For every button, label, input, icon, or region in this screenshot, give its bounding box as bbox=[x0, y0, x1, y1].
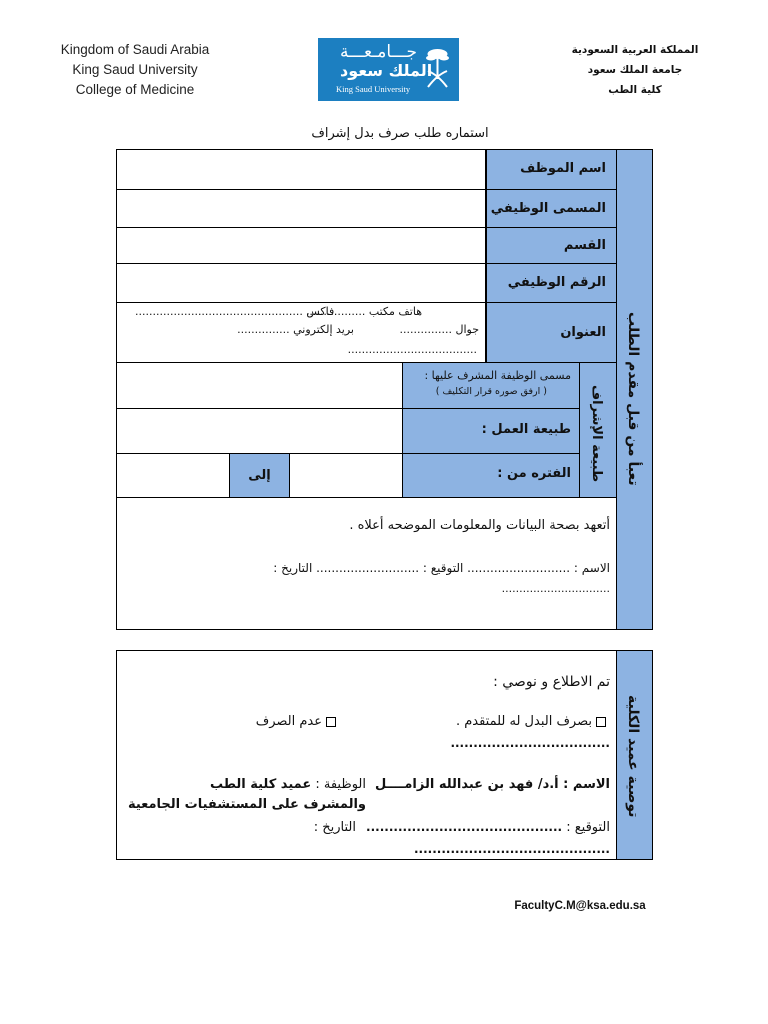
recommendation-dots: ................................... bbox=[450, 736, 610, 750]
period-from-label: الفتره من : bbox=[497, 466, 571, 481]
dean-position-line bbox=[210, 777, 366, 792]
period-to-label: إلى bbox=[229, 453, 290, 498]
approve-checkbox[interactable] bbox=[596, 717, 606, 727]
date-dots: ........................................... bbox=[413, 842, 610, 856]
position-title-input[interactable] bbox=[116, 362, 403, 409]
palm-swords-emblem-icon bbox=[425, 45, 450, 91]
position-title-label: مسمى الوظيفة المشرف عليها : bbox=[424, 369, 571, 382]
email-field: بريد إلكتروني ............... bbox=[237, 323, 354, 336]
logo-ar-line-1: جـــامـعـــة bbox=[340, 42, 417, 62]
dean-name-line bbox=[375, 777, 610, 792]
option-reject[interactable] bbox=[256, 714, 340, 729]
supervision-side-label: طبيعة الإشراف bbox=[589, 385, 604, 483]
address-input-area[interactable] bbox=[116, 302, 486, 363]
position-title-note: ( ارفق صوره قرار التكليف ) bbox=[435, 386, 547, 397]
header-en-line-3: College of Medicine bbox=[75, 82, 195, 97]
pledge-dots-line: ............................... bbox=[501, 582, 610, 595]
header-en-line-1: Kingdom of Saudi Arabia bbox=[60, 42, 210, 57]
mobile-field: جوال ............... bbox=[399, 323, 479, 336]
position-title-label-cell bbox=[402, 362, 580, 409]
faculty-email[interactable]: FacultyC.M@ksa.edu.sa bbox=[514, 900, 646, 912]
address-extra-line: ..................................... bbox=[347, 343, 477, 356]
address-label: العنوان bbox=[486, 302, 617, 363]
dean-position-value-1: عميد كلية الطب bbox=[209, 777, 312, 792]
signature-line bbox=[366, 820, 610, 835]
job-title-input[interactable] bbox=[116, 189, 486, 228]
period-to-input[interactable] bbox=[116, 453, 230, 498]
nature-of-work-input[interactable] bbox=[116, 408, 403, 454]
signature-dots: ........................................... bbox=[366, 820, 563, 834]
logo-en-name: King Saud University bbox=[336, 84, 411, 94]
dean-side-label: توصية عميد الكلية bbox=[625, 695, 641, 818]
period-from-input[interactable] bbox=[289, 453, 403, 498]
dean-position-value-2: والمشرف على المستشفيات الجامعية bbox=[127, 797, 366, 812]
dean-position-label: الوظيفة : bbox=[315, 777, 366, 792]
dean-side-label-cell bbox=[616, 650, 653, 860]
nature-of-work-label-cell bbox=[402, 408, 580, 454]
header-english bbox=[0, 40, 270, 100]
university-logo bbox=[318, 38, 459, 101]
header-ar-line-2: جامعة الملك سعود bbox=[587, 64, 683, 76]
reject-checkbox[interactable] bbox=[326, 717, 336, 727]
period-from-label-cell bbox=[402, 453, 580, 498]
fax-field: فاكس ................................................ bbox=[135, 305, 335, 318]
option-approve[interactable] bbox=[456, 714, 610, 729]
pledge-sign-line: الاسم : ........................... التوقيع : ........................... التاريخ : bbox=[273, 561, 610, 575]
header-arabic bbox=[560, 40, 710, 100]
nature-of-work-label: طبيعة العمل : bbox=[481, 422, 571, 437]
office-phone-field: هاتف مكتب ................. bbox=[305, 305, 422, 318]
header-en-line-2: King Saud University bbox=[72, 62, 198, 77]
applicant-side-label: تعبأ من قبل مقدم الطلب bbox=[625, 312, 641, 486]
department-input[interactable] bbox=[116, 227, 486, 264]
signature-label: التوقيع : bbox=[566, 820, 610, 835]
option-approve-label: بصرف البدل له للمتقدم . bbox=[455, 714, 592, 729]
employee-name-input[interactable] bbox=[116, 149, 486, 190]
job-number-input[interactable] bbox=[116, 263, 486, 303]
header-ar-line-1: المملكة العربية السعودية bbox=[571, 44, 699, 56]
applicant-side-label-cell bbox=[616, 149, 653, 630]
employee-name-label: اسم الموظف bbox=[486, 149, 617, 190]
supervision-side-label-cell bbox=[579, 362, 617, 498]
date-label: التاريخ : bbox=[313, 820, 356, 835]
pledge-statement: أتعهد بصحة البيانات والمعلومات الموضحه أعلاه . bbox=[349, 518, 610, 533]
header-ar-line-3: كلية الطب bbox=[608, 84, 662, 96]
department-label: القسم bbox=[486, 227, 617, 264]
form-title: استماره طلب صرف بدل إشراف bbox=[311, 126, 489, 141]
option-reject-label: عدم الصرف bbox=[255, 714, 322, 729]
recommendation-heading: تم الاطلاع و نوصي : bbox=[493, 674, 610, 690]
logo-ar-line-2: الملك سعود bbox=[340, 61, 433, 80]
job-number-label: الرقم الوظيفي bbox=[486, 263, 617, 303]
dean-name: الاسم : أ.د/ فهد بن عبدالله الزامــــل bbox=[375, 777, 610, 792]
job-title-label: المسمى الوظيفي bbox=[486, 189, 617, 228]
